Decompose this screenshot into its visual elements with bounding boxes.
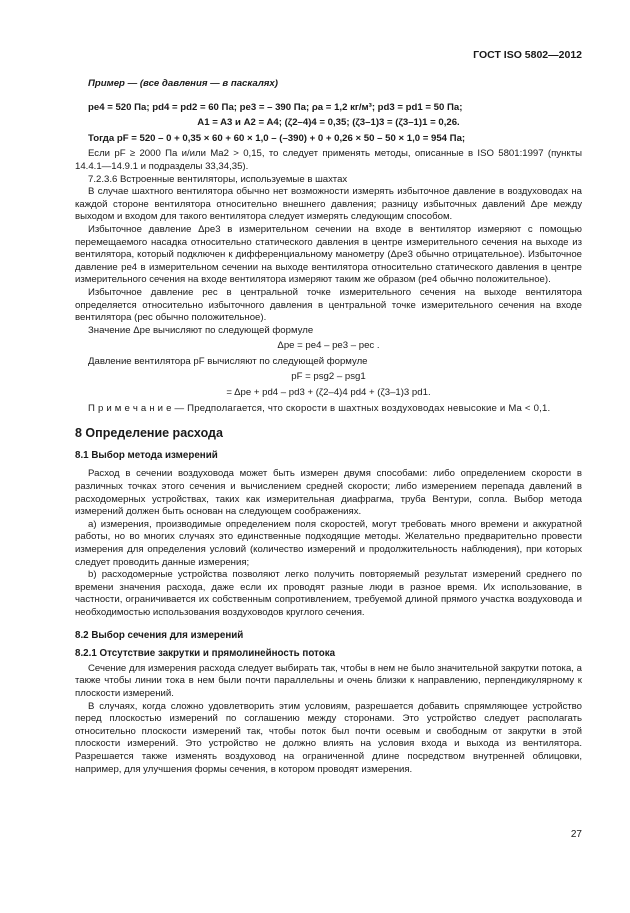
paragraph: Избыточное давление Δpе3 в измерительном сечении на входе в вентилятор измеряют с помощью перемещаемого насадка относительно статического давления в центре измерительного сечения на выходе из вентилятора, который подключен к дифференциальному манометру (Δpе3 обычно отрицательное). Избыточное давление pе4 в измерительном сечении на выходе вентилятора относительно статического давления в центре измерительного сечения на входе вентилятора измеряют таким же образом (pе4 обычно положительное). (75, 223, 582, 286)
list-item: b) расходомерные устройства позволяют легко получить повторяемый результат измерений среднего по времени значения расхода, даже если их проводят разные люди в разное время. Их использование, в частности, ограничивается их собственным сопротивлением, требуемой длиной прямого участка воздуховода и необходимостью использования воздуховодов круглого сечения. (75, 569, 582, 618)
page-number: 27 (570, 829, 582, 840)
paragraph: Значение Δpе вычисляют по следующей формуле (88, 324, 314, 336)
example-result-line: Тогда pF = 520 – 0 + 0,35 × 60 + 60 × 1,0 – (–390) + 0 + 0,26 × 50 – 50 × 1,0 = 954 Па; (88, 132, 466, 144)
list-item: a) измерения, производимые определением поля скоростей, могут требовать много времени и аккуратной работы, но во многих случаях это единственные подходящие методы. Желательно предварительно провести измерения для определения условий (количество измерений и продолжительность наблюдения), при которых следует проводить данные измерения; (75, 518, 582, 568)
equation: pF = psg2 – psg1 (291, 371, 366, 383)
subsection-heading: 8.2.1 Отсутствие закрутки и прямолинейность потока (75, 648, 336, 660)
paragraph: Расход в сечении воздуховода может быть измерен двумя способами: либо определением скорости в различных точках этого сечения и вычислением средней скорости; либо измерением перепада давлений в расходомерных устройствах, таких как измерительная диафрагма, труба Вентури, сопла. Выбор метода измерений должен быть основан на следующем соображениях. (75, 468, 582, 518)
clause-heading: 7.2.3.6 Встроенные вентиляторы, используемые в шахтах (88, 173, 348, 185)
paragraph: Давление вентилятора pF вычисляют по следующей формуле (88, 355, 368, 367)
section-heading: 8 Определение расхода (75, 426, 223, 441)
page-body (75, 78, 582, 776)
paragraph: В случае шахтного вентилятора обычно нет возможности измерять избыточное давление в воздуховодах на каждой стороне вентилятора относительно внешнего давления; разницу избыточных давлений Δpе между выходом и входом для такого вентилятора следует измерять следующим способом. (75, 186, 582, 223)
equation: Δpе = pе4 – pе3 – pес . (277, 340, 380, 352)
paragraph: Если pF ≥ 2000 Па и/или Ma2 > 0,15, то следует применять методы, описанные в ISO 5801:1997 (пункты 14.4.1—14.9.1 и подразделы 33,34,35). (75, 148, 582, 172)
page-header-title: ГОСТ ISO 5802—2012 (473, 49, 582, 61)
note: П р и м е ч а н и е — Предполагается, что скорости в шахтных воздуховодах невысокие и Ma < 0,1. (88, 402, 551, 414)
example-values-line: pе4 = 520 Па; pd4 = pd2 = 60 Па; pе3 = – 390 Па; ρа = 1,2 кг/м³; pd3 = pd1 = 50 Па; (88, 101, 463, 113)
paragraph: Сечение для измерения расхода следует выбирать так, чтобы в нем не было значительной закрутки потока, а также чтобы линии тока в нем были почти параллельны и очень близки к направлению, перпендикулярному к плоскости измерений. (75, 662, 582, 699)
paragraph: В случаях, когда сложно удовлетворить этим условиям, разрешается добавить спрямляющее устройство перед плоскостью измерений по соглашению между сторонами. Это устройство следует располагать относительно плоскости измерений так, чтобы поток был почти осевым и свободным от закрутки в этой плоскости измерений. Это устройство не должно влиять на условия входа и выхода из вентилятора. Разрешается также изменять воздуховод на ограниченной длине посредством внутренней облицовки, например, для улучшения формы сечения, в котором проводят измерения. (75, 700, 582, 775)
subsection-heading: 8.1 Выбор метода измерений (75, 449, 218, 461)
equation: = Δpе + pd4 – pd3 + (ζ2–4)4 pd4 + (ζ3–1)3 pd1. (226, 387, 431, 399)
example-coef-line: A1 = A3 и A2 = A4; (ζ2–4)4 = 0,35; (ζ3–1)3 = (ζ3–1)1 = 0,26. (197, 117, 460, 129)
paragraph: Избыточное давление pес в центральной точке измерительного сечения на выходе вентилятора определяется относительно избыточного давления в центральной точке измерительного сечения на входе вентилятора (pес обычно положительное). (75, 286, 582, 324)
subsection-heading: 8.2 Выбор сечения для измерений (75, 629, 244, 641)
example-title: Пример — (все давления — в паскалях) (88, 78, 278, 89)
